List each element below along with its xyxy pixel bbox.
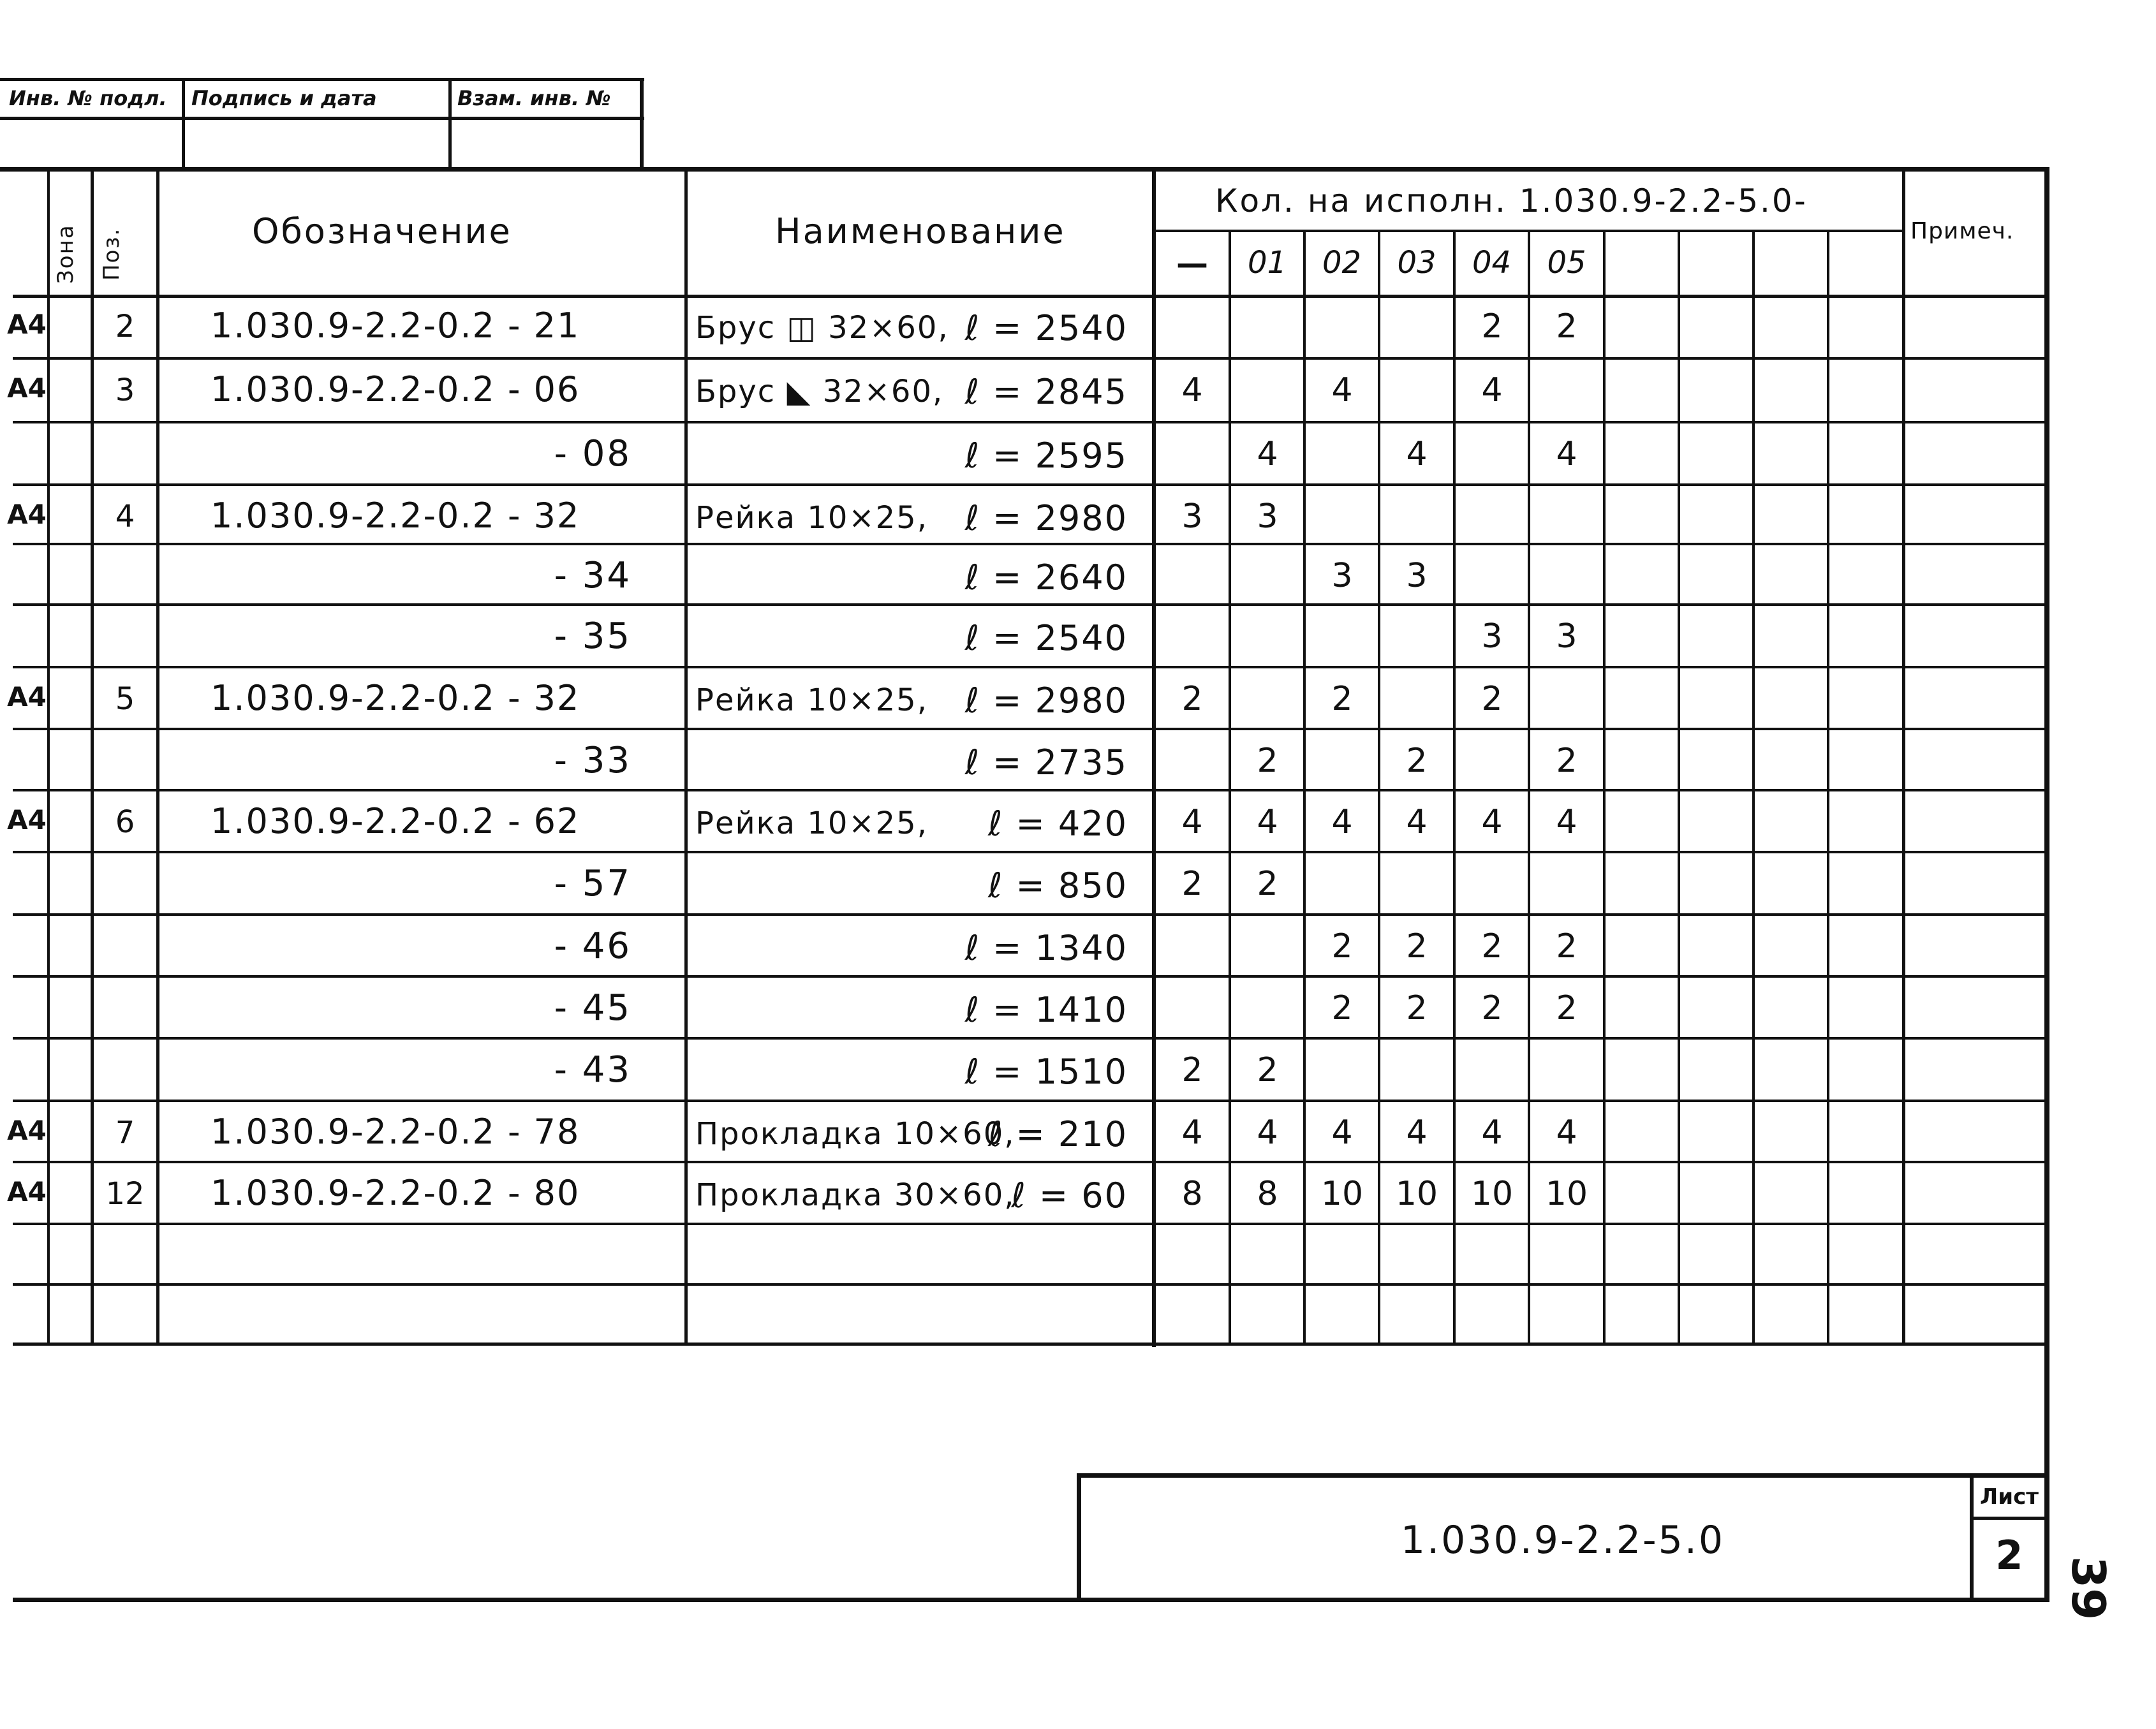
qty-cell: 4 (1257, 803, 1278, 841)
qty-cell: 2 (1257, 742, 1278, 780)
qty-cell: 4 (1181, 1114, 1203, 1152)
zone-cell: А4 (7, 804, 47, 835)
qty-cell: 2 (1556, 307, 1577, 346)
zone-cell: А4 (7, 1176, 47, 1207)
qty-cell: 2 (1331, 927, 1353, 966)
qty-cell: 2 (1481, 307, 1503, 346)
designation-cell: 1.030.9-2.2-0.2 - 06 (210, 369, 580, 409)
qty-cell: 4 (1406, 1114, 1428, 1152)
doc-number: 1.030.9-2.2-5.0 (1400, 1518, 1725, 1563)
length-cell: ℓ = 60 (1011, 1175, 1128, 1216)
length-cell: ℓ = 2540 (964, 308, 1128, 348)
pos-cell: 4 (115, 499, 135, 534)
qty-cell: 2 (1556, 989, 1577, 1027)
header-name: Наименование (775, 211, 1066, 251)
length-cell: ℓ = 210 (988, 1114, 1128, 1154)
stamp-header-replaced-inv: Взам. инв. № (457, 86, 611, 110)
qty-cell: 3 (1556, 617, 1577, 656)
pos-cell: 6 (115, 804, 135, 840)
qty-cell: 4 (1481, 803, 1503, 841)
qty-cell: 10 (1545, 1175, 1588, 1213)
header-note: Примеч. (1910, 218, 2014, 244)
qty-cell: 8 (1257, 1175, 1278, 1213)
qty-cell: 4 (1556, 435, 1577, 473)
qty-cell: 4 (1181, 803, 1203, 841)
length-cell: ℓ = 2640 (964, 557, 1128, 598)
header-zone: Зона (53, 224, 78, 284)
qty-cell: 8 (1181, 1175, 1203, 1213)
header-qty-group: Кол. на исполн. 1.030.9-2.2-5.0- (1215, 182, 1808, 219)
qty-cell: 2 (1556, 927, 1577, 966)
designation-cell: 1.030.9-2.2-0.2 - 78 (210, 1112, 580, 1152)
designation-cell: 1.030.9-2.2-0.2 - 32 (210, 496, 580, 536)
qty-cell: 10 (1395, 1175, 1438, 1213)
pos-cell: 12 (105, 1176, 145, 1212)
qty-cell: 2 (1181, 1051, 1203, 1089)
variant-header: 01 (1247, 245, 1287, 281)
length-cell: ℓ = 850 (988, 865, 1128, 906)
qty-cell: 4 (1257, 435, 1278, 473)
pos-cell: 2 (115, 309, 135, 344)
zone-cell: А4 (7, 499, 47, 530)
name-cell: Прокладка 30×60, (695, 1177, 1015, 1213)
length-cell: ℓ = 1340 (964, 928, 1128, 968)
name-cell: Рейка 10×25, (695, 806, 928, 841)
length-cell: ℓ = 2980 (964, 498, 1128, 538)
designation-cell: - 46 (554, 925, 631, 967)
page-bottom-line (13, 1598, 2049, 1602)
page-number: 39 (2062, 1556, 2115, 1621)
designation-cell: 1.030.9-2.2-0.2 - 32 (210, 678, 580, 718)
qty-cell: 2 (1257, 1051, 1278, 1089)
qty-cell: 3 (1481, 617, 1503, 656)
length-cell: ℓ = 2595 (964, 436, 1128, 476)
sheet-number: 2 (1995, 1532, 2023, 1578)
length-cell: ℓ = 2735 (964, 742, 1128, 783)
designation-cell: - 35 (554, 615, 631, 657)
qty-cell: 2 (1181, 680, 1203, 718)
designation-cell: - 57 (554, 863, 631, 904)
variant-header: — (1176, 245, 1208, 282)
qty-cell: 2 (1481, 927, 1503, 966)
pos-cell: 3 (115, 372, 135, 408)
variant-header: 03 (1397, 245, 1436, 281)
name-cell: Рейка 10×25, (695, 500, 928, 536)
header-pos: Поз. (99, 227, 124, 281)
qty-cell: 4 (1331, 803, 1353, 841)
designation-cell: - 34 (554, 555, 631, 596)
length-cell: ℓ = 1510 (964, 1052, 1128, 1092)
stamp-header-inv-no: Инв. № подл. (9, 86, 167, 110)
qty-cell: 4 (1556, 1114, 1577, 1152)
qty-cell: 4 (1481, 1114, 1503, 1152)
qty-cell: 2 (1406, 989, 1428, 1027)
qty-cell: 3 (1331, 557, 1353, 595)
zone-cell: А4 (7, 681, 47, 712)
name-cell: Брус ◫ 32×60, (695, 310, 949, 346)
qty-cell: 2 (1406, 927, 1428, 966)
zone-cell: А4 (7, 372, 47, 404)
length-cell: ℓ = 1410 (964, 990, 1128, 1030)
sheet-label: Лист (1980, 1484, 2039, 1510)
qty-cell: 2 (1556, 742, 1577, 780)
designation-cell: - 08 (554, 433, 631, 475)
name-cell: Рейка 10×25, (695, 682, 928, 718)
designation-cell: - 43 (554, 1049, 631, 1091)
zone-cell: А4 (7, 1115, 47, 1146)
variant-header: 04 (1472, 245, 1512, 281)
qty-cell: 4 (1406, 435, 1428, 473)
designation-cell: 1.030.9-2.2-0.2 - 80 (210, 1173, 580, 1213)
qty-cell: 4 (1331, 371, 1353, 409)
qty-cell: 3 (1257, 497, 1278, 536)
qty-cell: 2 (1481, 989, 1503, 1027)
pos-cell: 5 (115, 681, 135, 717)
qty-cell: 2 (1331, 989, 1353, 1027)
qty-cell: 3 (1181, 497, 1203, 536)
qty-cell: 2 (1181, 865, 1203, 903)
length-cell: ℓ = 2980 (964, 681, 1128, 721)
name-cell: Прокладка 10×60, (695, 1116, 1015, 1152)
qty-cell: 10 (1470, 1175, 1514, 1213)
qty-cell: 2 (1331, 680, 1353, 718)
length-cell: ℓ = 2845 (964, 372, 1128, 412)
stamp-header-signature-date: Подпись и дата (191, 86, 377, 110)
qty-cell: 2 (1406, 742, 1428, 780)
qty-cell: 4 (1257, 1114, 1278, 1152)
qty-cell: 4 (1481, 371, 1503, 409)
designation-cell: - 33 (554, 740, 631, 781)
qty-cell: 2 (1481, 680, 1503, 718)
designation-cell: 1.030.9-2.2-0.2 - 62 (210, 801, 580, 841)
length-cell: ℓ = 420 (988, 804, 1128, 844)
zone-cell: А4 (7, 309, 47, 340)
pos-cell: 7 (115, 1115, 135, 1151)
qty-cell: 4 (1181, 371, 1203, 409)
header-designation: Обозначение (252, 211, 512, 251)
name-cell: Брус ◣ 32×60, (695, 374, 944, 409)
qty-cell: 10 (1320, 1175, 1364, 1213)
qty-cell: 3 (1406, 557, 1428, 595)
qty-cell: 4 (1331, 1114, 1353, 1152)
length-cell: ℓ = 2540 (964, 618, 1128, 658)
qty-cell: 4 (1406, 803, 1428, 841)
qty-cell: 4 (1556, 803, 1577, 841)
designation-cell: 1.030.9-2.2-0.2 - 21 (210, 305, 580, 346)
designation-cell: - 45 (554, 987, 631, 1029)
variant-header: 02 (1322, 245, 1362, 281)
qty-cell: 2 (1257, 865, 1278, 903)
variant-header: 05 (1547, 245, 1586, 281)
